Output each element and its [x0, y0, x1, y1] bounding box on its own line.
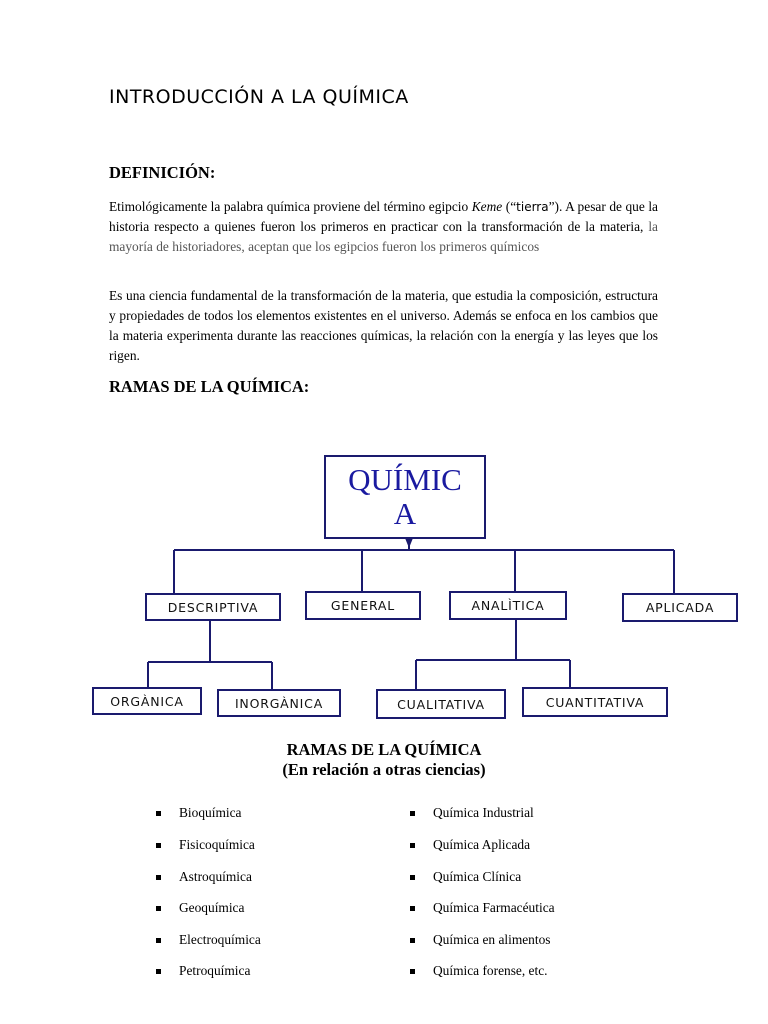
child-cualitativa: CUALITATIVA [376, 689, 506, 719]
p1-keme: Keme [471, 199, 503, 214]
list-item: Geoquímica [179, 900, 245, 915]
bullet-icon [410, 811, 415, 816]
bullet-icon [156, 843, 161, 848]
child-inorganica: INORGÀNICA [217, 689, 341, 717]
subtitle-line2: (En relación a otras ciencias) [282, 760, 486, 779]
list-item: Bioquímica [179, 805, 242, 820]
branch-analitica: ANALÌTICA [449, 591, 567, 620]
bullet-icon [156, 938, 161, 943]
bullet-icon [156, 969, 161, 974]
bullet-icon [410, 875, 415, 880]
p1-text-a: Etimológicamente la palabra química proviene del término egipcio [109, 199, 472, 214]
list-item: Química forense, etc. [433, 963, 548, 978]
root-label-line2: A [393, 496, 417, 531]
list-item: Petroquímica [179, 963, 251, 978]
root-label-line1: QUÍMIC [348, 462, 462, 497]
list-item: Química Industrial [433, 805, 534, 820]
child-cuantitativa: CUANTITATIVA [522, 687, 668, 717]
list-item: Química Farmacéutica [433, 900, 555, 915]
list-item: Química Clínica [433, 869, 522, 884]
branch-descriptiva: DESCRIPTIVA [145, 593, 281, 621]
p1-tierra: tierra [516, 200, 549, 214]
p1-text-c: ”). A pesar de que la historia respecto a quienes fueron los primeros en practicar con la transformación de la materia, [109, 199, 658, 234]
p1-text-d: la mayoría de historiadores, aceptan que los egipcios fueron los primeros químicos [109, 219, 658, 254]
bullet-icon [156, 906, 161, 911]
diagram-root-quimica [324, 455, 486, 539]
bullet-icon [410, 906, 415, 911]
p1-text-b: (“ [502, 199, 517, 214]
page-title: INTRODUCCIÓN A LA QUÍMICA [109, 86, 409, 108]
bullet-icon [156, 811, 161, 816]
branch-general: GENERAL [305, 591, 421, 620]
child-organica: ORGÀNICA [92, 687, 202, 715]
subtitle-line1: RAMAS DE LA QUÍMICA [286, 740, 482, 759]
list-item: Astroquímica [179, 869, 252, 884]
bullet-icon [410, 843, 415, 848]
bullet-icon [156, 875, 161, 880]
bullet-icon [410, 938, 415, 943]
paragraph-definicion-2: Es una ciencia fundamental de la transformación de la materia, que estudia la composición, estructura y propiedades de todos los elementos existentes en el universo. Además se enfoca en los cambios que la materia experimenta durante las reacciones químicas, la relación con la energía y las leyes que los rigen. [109, 288, 658, 363]
list-item: Química en alimentos [433, 932, 551, 947]
bullet-icon [410, 969, 415, 974]
ramas-heading: RAMAS DE LA QUÍMICA: [109, 377, 310, 396]
branch-aplicada: APLICADA [622, 593, 738, 622]
list-item: Química Aplicada [433, 837, 531, 852]
definicion-heading: DEFINICIÓN: [109, 163, 216, 182]
list-item: Fisicoquímica [179, 837, 255, 852]
list-item: Electroquímica [179, 932, 261, 947]
